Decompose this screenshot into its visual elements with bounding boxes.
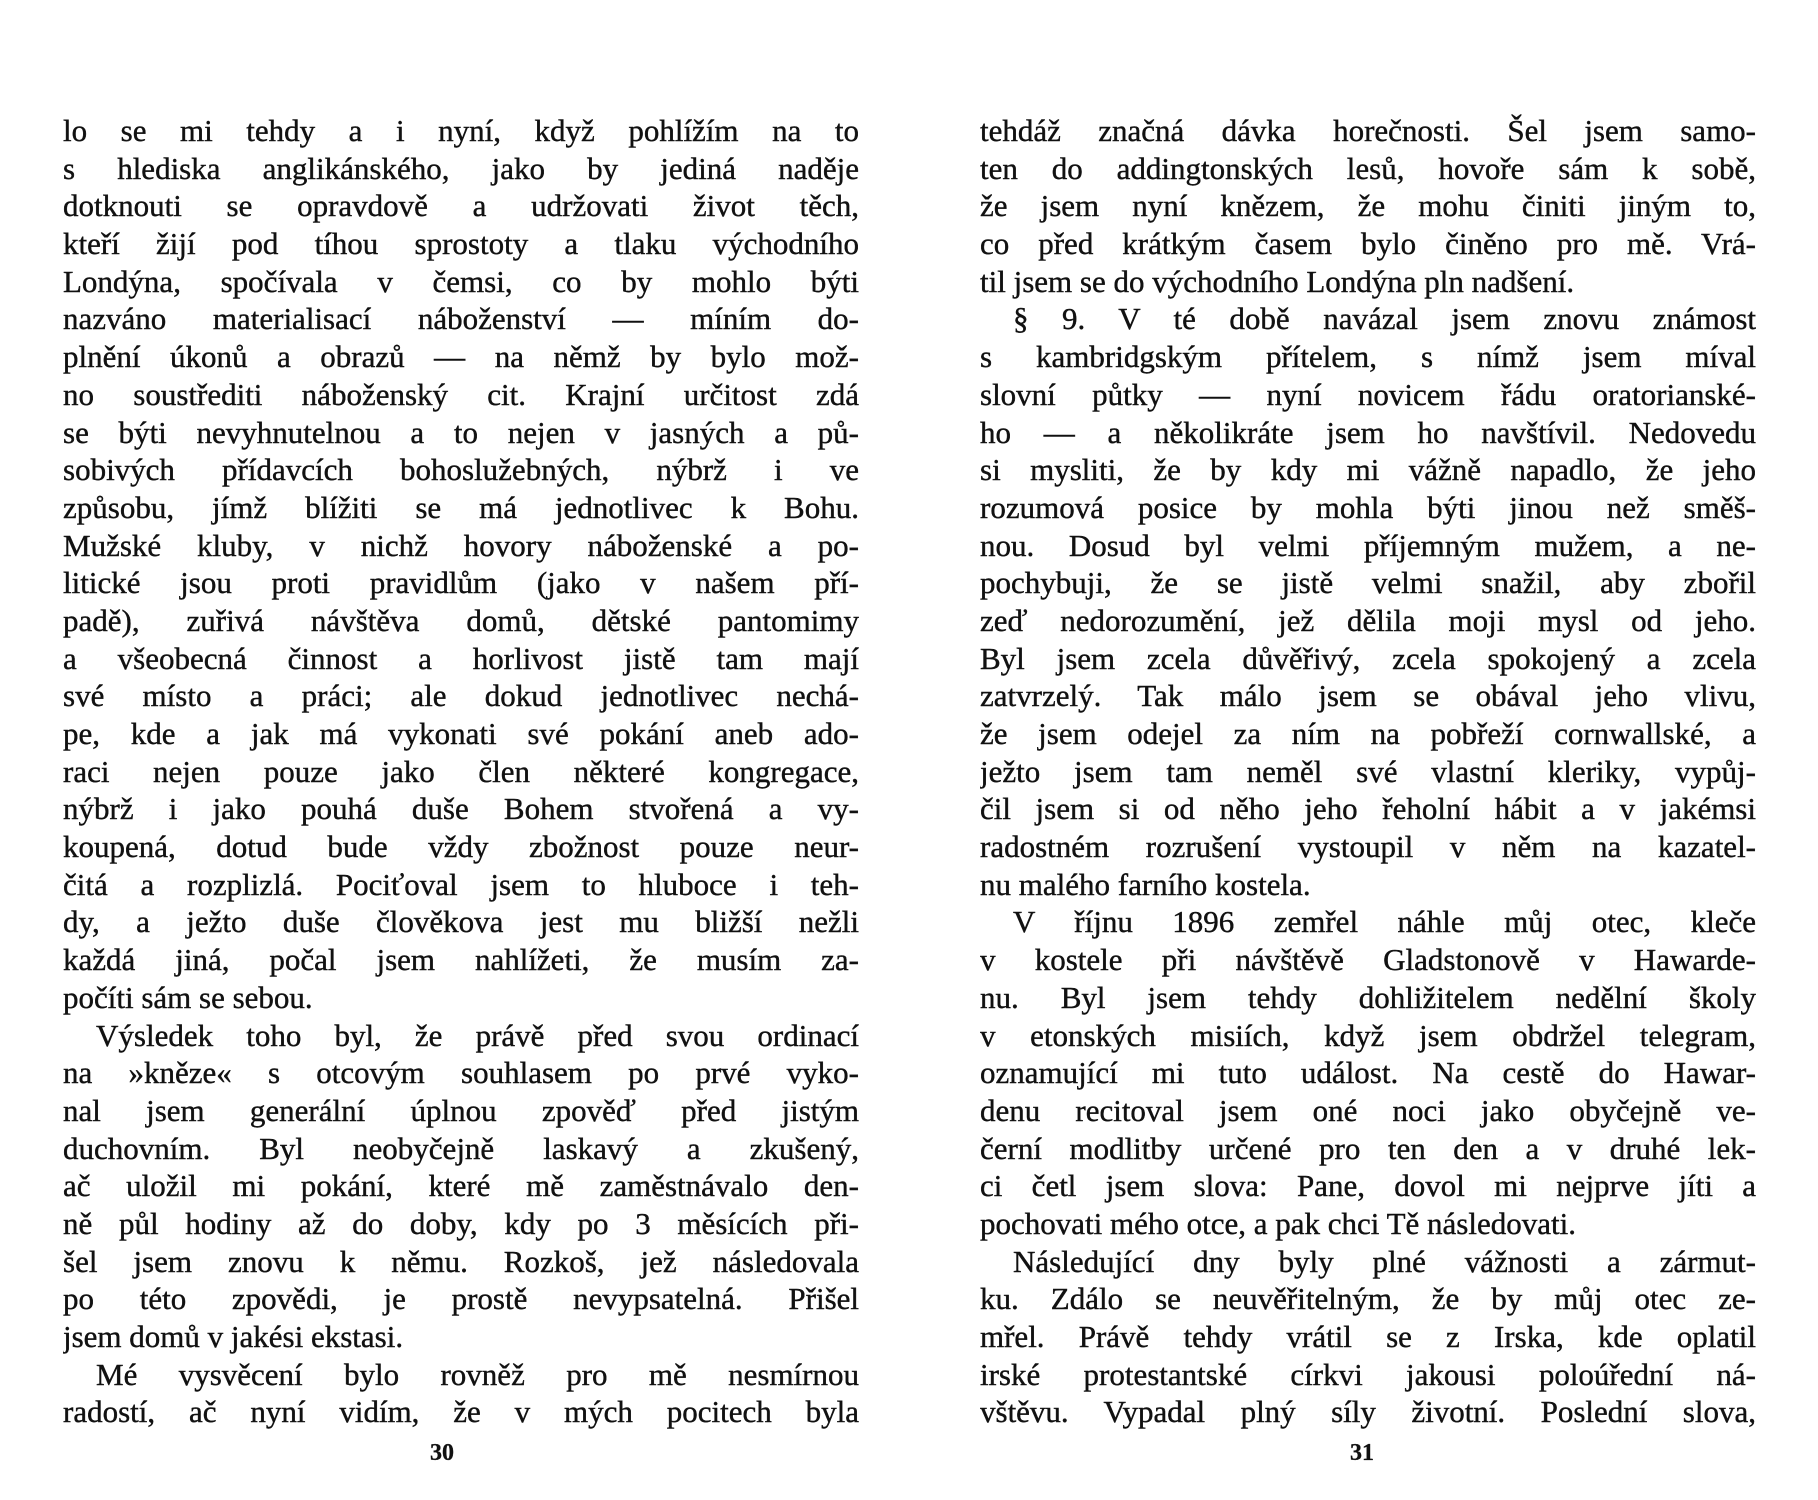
- text-line: se býti nevyhnutelnou a to nejen v jasných a pů-: [63, 414, 859, 450]
- text-line: v etonských misiích, když jsem obdržel telegram,: [980, 1017, 1756, 1053]
- text-line: rozumová posice by mohla býti jinou než směš-: [980, 489, 1756, 525]
- text-line: čitá a rozplizlá. Pociťoval jsem to hluboce i teh-: [63, 866, 859, 902]
- text-line: že jsem odejel za ním na pobřeží cornwallské, a: [980, 716, 1756, 751]
- text-line: raci nejen pouze jako člen některé kongregace,: [63, 753, 859, 789]
- text-line: pochybuji, že se jistě velmi snažil, aby zbořil: [980, 565, 1756, 601]
- text-line: duchovním. Byl neobyčejně laskavý a zkušený,: [63, 1130, 859, 1166]
- text-line: Následující dny byly plné vážnosti a zármut-: [1013, 1243, 1756, 1279]
- text-line: ho — a několikráte jsem ho navštívil. Nedovedu: [980, 414, 1756, 450]
- text-line: vštěvu. Vypadal plný síly životní. Poslední slova,: [980, 1394, 1756, 1430]
- text-line: Mužské kluby, v nichž hovory náboženské a po-: [63, 527, 859, 563]
- text-line: způsobu, jímž blížiti se má jednotlivec k Bohu.: [63, 489, 859, 525]
- text-line: til jsem se do východního Londýna pln nadšení.: [980, 263, 1575, 299]
- text-line: ci četl jsem slova: Pane, dovol mi nejprve jíti a: [980, 1168, 1756, 1204]
- text-line: dy, a ježto duše člověkova jest mu bližší nežli: [63, 904, 859, 940]
- text-line: nu malého farního kostela.: [980, 866, 1311, 902]
- text-line: nou. Dosud byl velmi příjemným mužem, a ne-: [980, 527, 1756, 563]
- text-line: Mé vysvěcení bylo rovněž pro mě nesmírnou: [96, 1356, 859, 1392]
- text-line: ač uložil mi pokání, které mě zaměstnávalo den-: [63, 1168, 859, 1204]
- text-line: tehdáž značná dávka horečnosti. Šel jsem samo-: [980, 113, 1756, 148]
- text-line: plnění úkonů a obrazů — na němž by bylo mož-: [63, 339, 859, 375]
- page-number-left: 30: [430, 1440, 454, 1466]
- text-line: oznamující mi tuto událost. Na cestě do Hawar-: [980, 1055, 1756, 1091]
- text-line: ku. Zdálo se neuvěřitelným, že by můj otec ze-: [980, 1281, 1756, 1317]
- text-line: v kostele při návštěvě Gladstonově v Hawarde-: [980, 942, 1756, 978]
- text-line: Londýna, spočívala v čemsi, co by mohlo býti: [63, 263, 859, 299]
- text-line: si mysliti, že by kdy mi vážně napadlo, že jeho: [980, 452, 1756, 488]
- text-line: že jsem nyní knězem, že mohu činiti jiným to,: [980, 188, 1756, 224]
- text-line: dotknouti se opravdově a udržovati život těch,: [63, 188, 859, 224]
- text-line: a všeobecná činnost a horlivost jistě tam mají: [63, 640, 859, 676]
- text-line: čil jsem si od něho jeho řeholní hábit a v jakémsi: [980, 791, 1756, 827]
- text-line: ježto jsem tam neměl své vlastní kleriky, vypůj-: [980, 753, 1756, 789]
- text-line: zatvrzelý. Tak málo jsem se obával jeho vlivu,: [980, 678, 1756, 714]
- text-line: co před krátkým časem bylo činěno pro mě. Vrá-: [980, 226, 1756, 262]
- text-line: pochovati mého otce, a pak chci Tě následovati.: [980, 1205, 1576, 1241]
- text-line: § 9. V té době navázal jsem znovu známost: [1013, 301, 1756, 337]
- text-line: radostí, ač nyní vidím, že v mých pocitech byla: [63, 1394, 859, 1430]
- text-line: koupená, dotud bude vždy zbožnost pouze neur-: [63, 829, 859, 865]
- text-line: nu. Byl jsem tehdy dohližitelem nedělní školy: [980, 979, 1756, 1015]
- text-line: kteří žijí pod tíhou sprostoty a tlaku východního: [63, 226, 859, 262]
- text-line: sobivých přídavcích bohoslužebných, nýbrž i ve: [63, 452, 859, 488]
- text-line: lo se mi tehdy a i nyní, když pohlížím na to: [63, 113, 859, 148]
- text-line: V říjnu 1896 zemřel náhle můj otec, kleče: [1013, 904, 1756, 940]
- text-line: své místo a práci; ale dokud jednotlivec nechá-: [63, 678, 859, 714]
- text-line: mřel. Právě tehdy vrátil se z Irska, kde oplatil: [980, 1319, 1756, 1354]
- text-line: radostném rozrušení vystoupil v něm na kazatel-: [980, 829, 1756, 865]
- text-line: šel jsem znovu k němu. Rozkoš, jež následovala: [63, 1243, 859, 1279]
- text-line: nýbrž i jako pouhá duše Bohem stvořená a vy-: [63, 791, 859, 827]
- text-line: denu recitoval jsem oné noci jako obyčejně ve-: [980, 1092, 1756, 1128]
- text-line: po této zpovědi, je prostě nevypsatelná. Přišel: [63, 1281, 859, 1317]
- text-line: s hlediska anglikánského, jako by jediná naděje: [63, 150, 859, 186]
- text-line: jsem domů v jakési ekstasi.: [63, 1319, 404, 1354]
- text-line: pe, kde a jak má vykonati své pokání aneb ado-: [63, 716, 859, 751]
- text-line: litické jsou proti pravidlům (jako v našem pří-: [63, 565, 859, 601]
- text-line: nal jsem generální úplnou zpověď před jistým: [63, 1092, 859, 1128]
- text-line: počíti sám se sebou.: [63, 979, 313, 1015]
- text-line: zeď nedorozumění, jež dělila moji mysl od jeho.: [980, 602, 1756, 638]
- text-line: na »kněze« s otcovým souhlasem po prvé vyko-: [63, 1055, 859, 1091]
- text-line: irské protestantské církvi jakousi poloúřední ná-: [980, 1356, 1756, 1392]
- text-line: s kambridgským přítelem, s nímž jsem míval: [980, 339, 1756, 375]
- text-line: no soustřediti náboženský cit. Krajní určitost zdá: [63, 376, 859, 412]
- text-line: Výsledek toho byl, že právě před svou ordinací: [96, 1017, 859, 1053]
- text-line: nazváno materialisací náboženství — míním do-: [63, 301, 859, 337]
- text-line: Byl jsem zcela důvěřivý, zcela spokojený a zcela: [980, 640, 1756, 676]
- text-line: ten do addingtonských lesů, hovoře sám k sobě,: [980, 150, 1756, 186]
- left-page-body: [63, 112, 859, 1431]
- right-page-body: [980, 112, 1756, 1431]
- text-line: ně půl hodiny až do doby, kdy po 3 měsících při-: [63, 1205, 859, 1241]
- text-line: padě), zuřivá návštěva domů, dětské pantomimy: [63, 602, 859, 638]
- text-line: slovní půtky — nyní novicem řádu oratorianské-: [980, 376, 1756, 412]
- text-line: černí modlitby určené pro ten den a v druhé lek-: [980, 1130, 1756, 1166]
- page-number-right: 31: [1350, 1440, 1374, 1466]
- text-line: každá jiná, počal jsem nahlížeti, že musím za-: [63, 942, 859, 978]
